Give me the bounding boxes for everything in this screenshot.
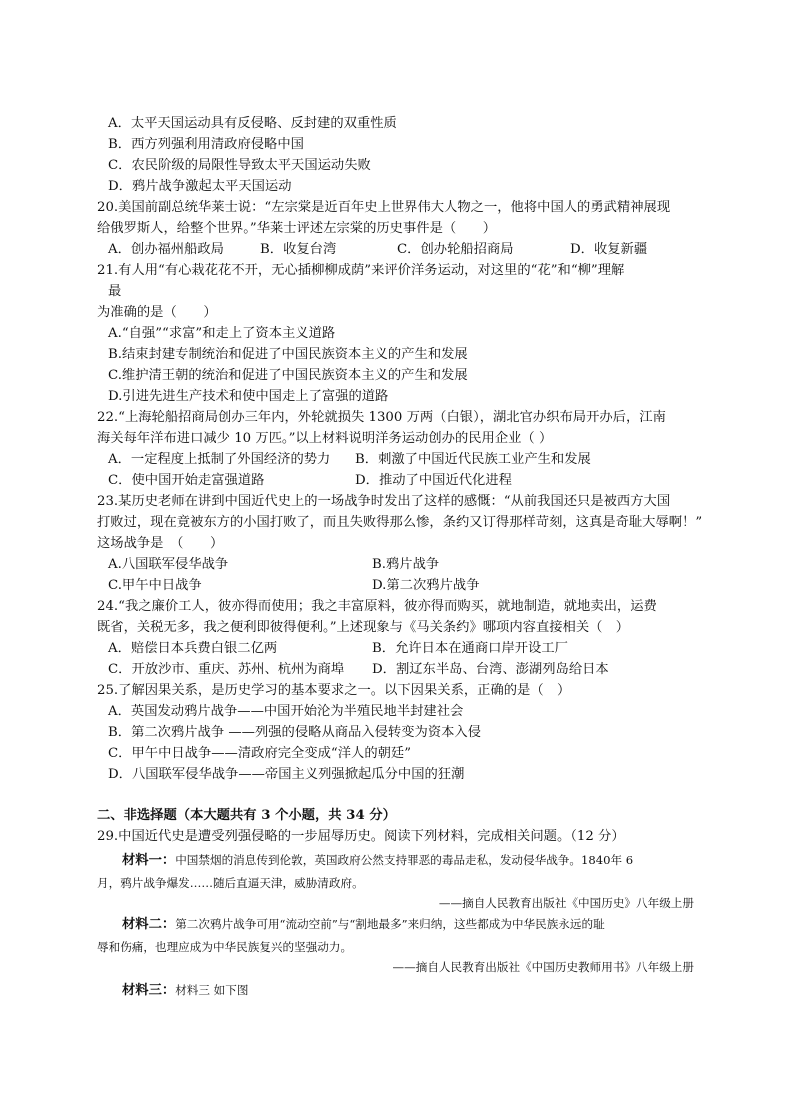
q21-stem-line2: 最 <box>108 284 122 299</box>
q24-option-d: D．割辽东半岛、台湾、澎湖列岛给日本 <box>372 662 609 677</box>
q23-stem-line1: 23.某历史老师在讲到中国近代史上的一场战争时发出了这样的感慨：“从前我国还只是被西方大国 <box>97 494 671 509</box>
q23-stem-line3: 这场战争是 （ ） <box>97 536 224 551</box>
q22-stem-line2: 海关每年洋布进口减少 10 万匹。”以上材料说明洋务运动创办的民用企业（ ） <box>97 431 553 446</box>
section2-heading: 二、非选择题（本大题共有 3 个小题，共 34 分） <box>97 808 396 823</box>
q19-option-b: B．西方列强利用清政府侵略中国 <box>108 137 304 152</box>
q29-stem: 29.中国近代史是遭受列强侵略的一步屈辱历史。阅读下列材料，完成相关问题。（12 分） <box>97 829 625 844</box>
material-1-line2: 月，鸦片战争爆发……随后直逼天津，威胁清政府。 <box>97 876 364 890</box>
q20-stem-line2: 给俄罗斯人，给整个世界。”华莱士评述左宗棠的历史事件是（ ） <box>97 221 497 236</box>
q25-option-d: D．八国联军侵华战争——帝国主义列强掀起瓜分中国的狂潮 <box>108 767 465 782</box>
q21-option-b: B.结束封建专制统治和促进了中国民族资本主义的产生和发展 <box>108 347 468 362</box>
q22-option-d: D．推动了中国近代化进程 <box>355 473 512 488</box>
q25-stem: 25.了解因果关系，是历史学习的基本要求之一。以下因果关系，正确的是（ ） <box>97 683 571 698</box>
q23-option-c: C.甲午中日战争 <box>108 578 202 593</box>
q20-option-c: C．创办轮船招商局 <box>397 242 514 257</box>
material-1-line1 <box>122 850 633 871</box>
q21-option-c: C.维护清王朝的统治和促进了中国民族资本主义的产生和发展 <box>108 368 468 383</box>
q22-option-a: A．一定程度上抵制了外国经济的势力 <box>108 452 331 467</box>
q24-stem-line1: 24.“我之廉价工人，彼亦得而使用；我之丰富原料，彼亦得而购买，就地制造，就地卖出，运费 <box>97 599 657 614</box>
q22-stem-line1: 22.“上海轮船招商局创办三年内，外轮就损失 1300 万两（白银），湖北官办织布局开办后，江南 <box>97 410 666 425</box>
q20-option-a: A．创办福州船政局 <box>108 242 224 257</box>
material-2-source: ——摘自人民教育出版社《中国历史教师用书》八年级上册 <box>392 960 694 974</box>
material-2-text1: 第二次鸦片战争可用“流动空前”与“割地最多”来归纳，这些都成为中华民族永远的耻 <box>175 917 605 931</box>
q22-option-b: B．刺激了中国近代民族工业产生和发展 <box>355 452 591 467</box>
q21-stem-line3: 为准确的是（ ） <box>97 305 217 320</box>
material-2-line2: 辱和伤痛，也理应成为中华民族复兴的坚强动力。 <box>97 940 353 954</box>
q21-option-a: A.“自强”“求富”和走上了资本主义道路 <box>108 326 336 341</box>
material-1-label: 材料一： <box>122 853 176 868</box>
material-3-text: 材料三 如下图 <box>175 983 249 997</box>
q21-option-d: D.引进先进生产技术和使中国走上了富强的道路 <box>108 389 389 404</box>
q23-option-d: D.第二次鸦片战争 <box>372 578 480 593</box>
material-1-source: ——摘自人民教育出版社《中国历史》八年级上册 <box>438 896 694 910</box>
q22-option-c: C．使中国开始走富强道路 <box>108 473 265 488</box>
q23-option-a: A.八国联军侵华战争 <box>108 557 229 572</box>
q23-stem-line2: 打败过，现在竟被东方的小国打败了，而且失败得那么惨，条约又订得那样苛刻，这真是奇耻大辱啊！” <box>97 515 703 530</box>
material-3-label: 材料三： <box>122 983 176 998</box>
material-2-line1 <box>122 914 605 935</box>
q19-option-d: D．鸦片战争激起太平天国运动 <box>108 179 292 194</box>
q20-option-b: B．收复台湾 <box>260 242 337 257</box>
q24-stem-line2: 既省，关税无多，我之便利即彼得便利。”上述现象与《马关条约》哪项内容直接相关（ ） <box>97 620 630 635</box>
q21-stem-line1: 21.有人用“有心栽花花不开，无心插柳柳成荫”来评价洋务运动，对这里的“花”和“柳”理解 <box>97 263 625 278</box>
q25-option-b: B．第二次鸦片战争 ——列强的侵略从商品入侵转变为资本入侵 <box>108 725 482 740</box>
q19-option-c: C．农民阶级的局限性导致太平天国运动失败 <box>108 158 371 173</box>
material-3-line <box>122 980 248 1001</box>
q24-option-a: A．赔偿日本兵费白银二亿两 <box>108 641 278 656</box>
q24-option-b: B．允许日本在通商口岸开设工厂 <box>372 641 568 656</box>
q19-option-a: A．太平天国运动具有反侵略、反封建的双重性质 <box>108 116 397 131</box>
q25-option-c: C．甲午中日战争——清政府完全变成“洋人的朝廷” <box>108 746 412 761</box>
q23-option-b: B.鸦片战争 <box>372 557 440 572</box>
q20-option-d: D．收复新疆 <box>570 242 648 257</box>
material-2-label: 材料二： <box>122 917 176 932</box>
q25-option-a: A．英国发动鸦片战争——中国开始沦为半殖民地半封建社会 <box>108 704 464 719</box>
q20-stem-line1: 20.美国前副总统华莱士说：“左宗棠是近百年史上世界伟大人物之一，他将中国人的勇武精神展现 <box>97 200 671 215</box>
material-1-text1: 中国禁烟的消息传到伦敦，英国政府公然支持罪恶的毒品走私，发动侵华战争。1840年 6 <box>175 853 634 867</box>
q24-option-c: C．开放沙市、重庆、苏州、杭州为商埠 <box>108 662 345 677</box>
